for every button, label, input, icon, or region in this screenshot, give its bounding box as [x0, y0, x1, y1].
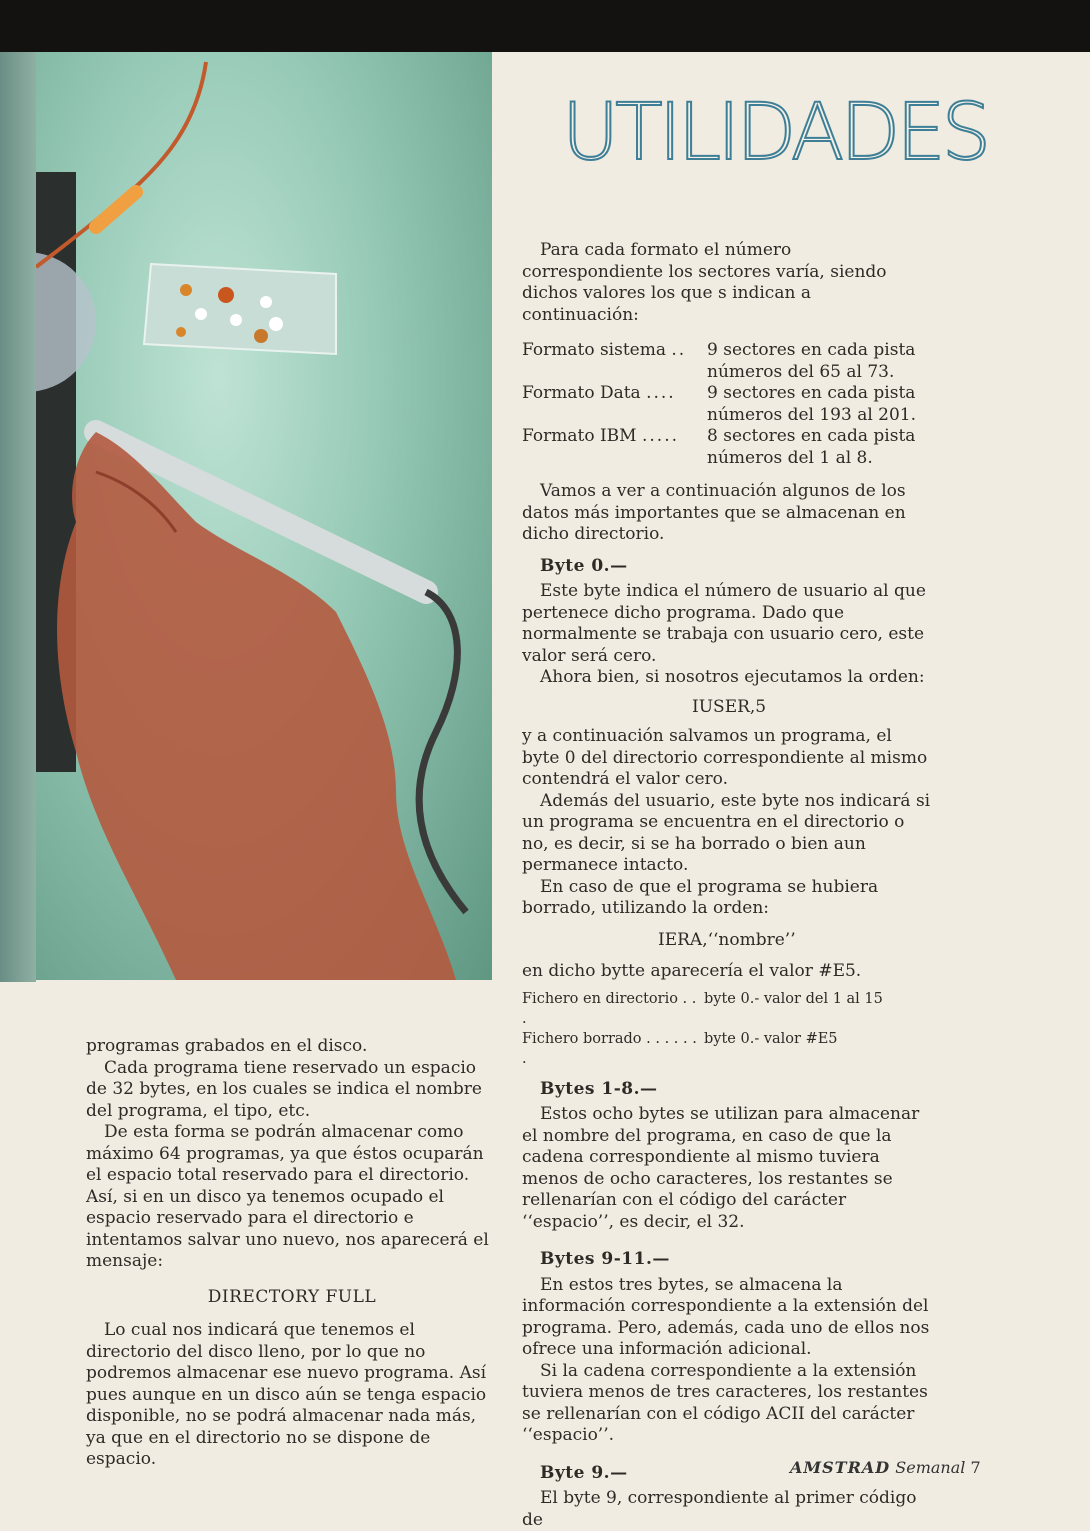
- section-heading-bytes-1-8: Bytes 1-8.—: [540, 1078, 658, 1099]
- left-column: [86, 1036, 498, 1471]
- paragraph: Este byte indica el número de usuario al que pertenece dicho programa. Dado que normalmente se trabaja con usuario cero, este valor será cero.: [522, 581, 926, 666]
- paragraph: Lo cual nos indicará que tenemos el directorio del disco lleno, por lo que no podremos almacenar ese nuevo programa. Así pues aunque en un disco aún se tenga espacio disponible, no se podrá almacenar nada más, ya que en el directorio no se dispone de espacio.: [86, 1320, 487, 1469]
- connector-plug: [96, 192, 136, 227]
- format-sectors: 9 sectores en cada pista: [707, 383, 916, 403]
- paragraph: Ahora bien, si nosotros ejecutamos la orden:: [540, 667, 925, 687]
- format-sectors: 9 sectores en cada pista: [707, 340, 916, 360]
- paragraph: y a continuación salvamos un programa, el byte 0 del directorio correspondiente al mismo contendrá el valor cero.: [522, 726, 928, 789]
- paragraph: En caso de que el programa se hubiera borrado, utilizando la orden:: [522, 876, 879, 918]
- section-heading-bytes-9-11: Bytes 9-11.—: [540, 1249, 670, 1269]
- magazine-name: AMSTRAD: [790, 1458, 891, 1477]
- section-heading-byte-0: Byte 0.—: [540, 555, 628, 576]
- paragraph: El byte 9, correspondiente al primer código de: [522, 1488, 917, 1530]
- value-text: byte 0.- valor del 1 al 15: [704, 990, 883, 1007]
- paragraph: Además del usuario, este byte nos indicará si un programa se encuentra en el directorio o no, es decir, si se ha borrado o bien aun permanece intacto.: [522, 790, 931, 875]
- disk-shape: [36, 252, 96, 392]
- value-text: byte 0.- valor #E5: [704, 1030, 838, 1047]
- format-numbers: números del 193 al 201.: [707, 404, 917, 425]
- top-dark-band: [0, 0, 1090, 52]
- paragraph: De esta forma se podrán almacenar como máximo 64 programas, ya que éstos ocuparán el espacio total reservado para el directorio. Así, si en un disco ya tenemos ocupado el espacio reservado para el directorio e intentamos salvar uno nuevo, nos aparecerá el mensaje:: [86, 1122, 489, 1271]
- code-command-user: IUSER,5: [692, 696, 767, 717]
- page-title: UTILIDADES: [562, 88, 988, 178]
- page-footer: [790, 1458, 981, 1477]
- format-sectors: 8 sectores en cada pista: [707, 426, 916, 446]
- illustration-hand-with-light-pen: [36, 52, 492, 980]
- illustration-artwork: [36, 52, 492, 980]
- section-heading-byte-9: Byte 9.—: [540, 1462, 628, 1483]
- paragraph: Cada programa tiene reservado un espacio de 32 bytes, en los cuales se indica el nombre del programa, el tipo, etc.: [86, 1057, 482, 1121]
- value-label: Fichero en directorio . . .: [522, 990, 697, 1027]
- format-name: Formato sistema ..: [522, 340, 687, 360]
- code-command-era: IERA,‘‘nombre’’: [658, 929, 796, 950]
- format-numbers: números del 65 al 73.: [707, 361, 895, 382]
- format-name: Formato IBM .....: [522, 426, 680, 446]
- magazine-section: Semanal: [895, 1458, 966, 1477]
- chip-board: [144, 264, 336, 354]
- page-fold-strip: [0, 52, 36, 982]
- paragraph: Vamos a ver a continuación algunos de los datos más importantes que se almacenan en dicho directorio.: [522, 481, 906, 544]
- byte0-values-table: [522, 989, 932, 1069]
- paragraph: programas grabados en el disco.: [86, 1036, 368, 1056]
- paragraph: Estos ocho bytes se utilizan para almacenar el nombre del programa, en caso de que la cadena correspondiente al mismo tuviera menos de ocho caracteres, los restantes se rellenarían con el código del carácter ‘‘espacio’’, es decir, el 32.: [522, 1104, 920, 1232]
- format-table: [522, 340, 932, 469]
- right-column: [522, 240, 932, 1531]
- format-name: Formato Data ....: [522, 383, 676, 403]
- value-label: Fichero borrado . . . . . . .: [522, 1030, 697, 1067]
- paragraph: en dicho bytte aparecería el valor #E5.: [522, 961, 862, 981]
- format-numbers: números del 1 al 8.: [707, 447, 873, 468]
- paragraph: Si la cadena correspondiente a la extensión tuviera menos de tres caracteres, los restantes se rellenarían con el código ACII del carácter ‘‘espacio’’.: [522, 1360, 928, 1445]
- intro-paragraph: Para cada formato el número correspondiente los sectores varía, siendo dichos valores los que s indican a continuación:: [522, 240, 887, 325]
- directory-full-message: DIRECTORY FULL: [207, 1286, 377, 1307]
- pen-cable: [419, 592, 466, 912]
- page-number: 7: [970, 1458, 981, 1477]
- paragraph: En estos tres bytes, se almacena la información correspondiente a la extensión del programa. Pero, además, cada uno de ellos nos ofrece una información adicional.: [522, 1274, 930, 1359]
